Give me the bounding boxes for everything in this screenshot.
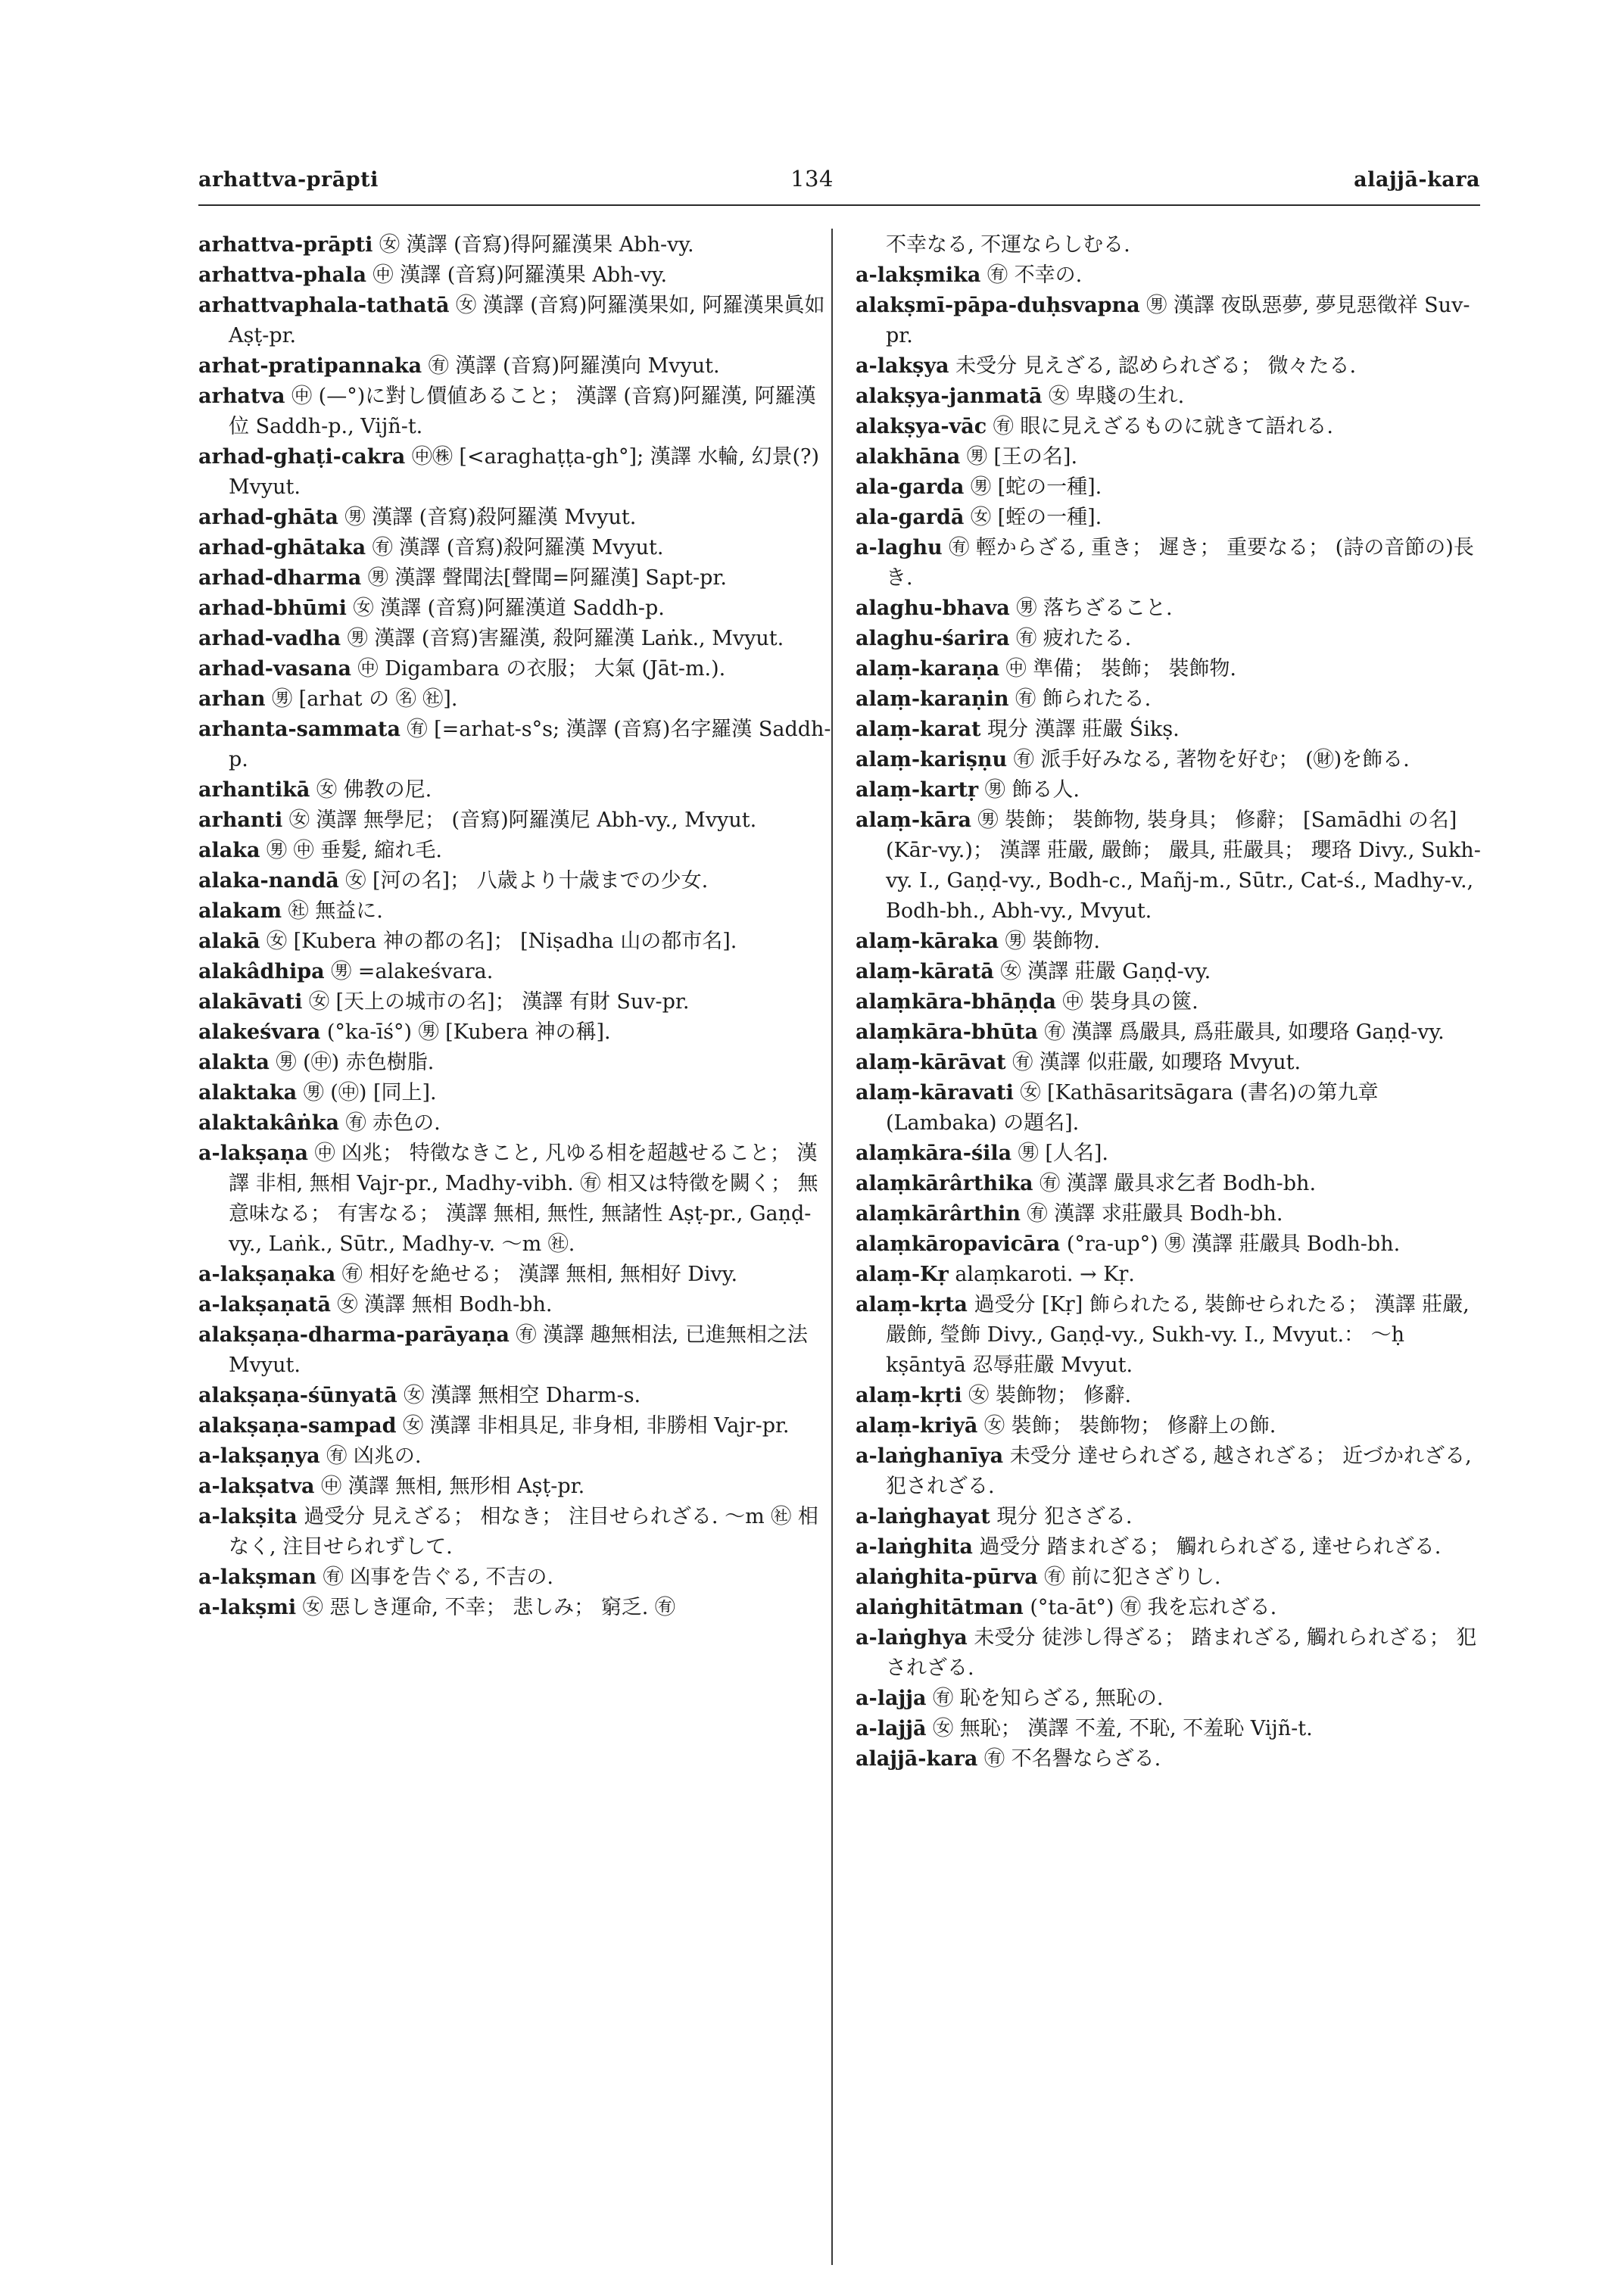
running-head-right: alajjā-kara [1354, 168, 1480, 192]
entry-headword: alaṃ-kāraka [856, 930, 999, 953]
entry-headword: alaṃkārârthin [856, 1202, 1021, 1226]
entry-definition: ㊚ 落ちざること. [1016, 597, 1173, 620]
entry-definition: ㊚ 裝飾； 裝飾物, 裝身具； 修辭； [Samādhi の名] (Kār-vy.)； 漢譯 莊嚴, 嚴飾； 嚴具, 莊嚴具； 瓔珞 Divy., Sukh-vy. I., Gaṇḍ-vy., Bodh-c., Mañj-m., Sūtr., Cat-ś., Madhy-v., Bodh-bh., Abh-vy., Mvyut. [886, 808, 1481, 923]
dictionary-entry [856, 987, 1488, 1017]
entry-headword: a-laghu [856, 536, 943, 559]
dictionary-entry [198, 927, 831, 957]
entry-definition: ㊚ =alakeśvara. [331, 960, 494, 983]
entry-headword: alakta [198, 1051, 270, 1074]
dictionary-entry [856, 382, 1488, 412]
column-divider [831, 229, 833, 2265]
entry-headword: alaṃkāropavicāra [856, 1232, 1061, 1256]
entry-definition: ㊒ 赤色の. [345, 1111, 441, 1135]
dictionary-entry [856, 1562, 1488, 1593]
entry-headword: a-lajja [856, 1687, 927, 1710]
dictionary-entry [198, 684, 831, 715]
dictionary-entry [198, 715, 831, 775]
entry-definition: (°ta-āt°) ㊒ 我を忘れざる. [1030, 1596, 1277, 1619]
entry-headword: arhad-ghāta [198, 506, 338, 529]
dictionary-entry [198, 1441, 831, 1472]
dictionary-entry [856, 1441, 1488, 1502]
entry-headword: alaṃ-kāravati [856, 1081, 1014, 1104]
dictionary-entry [856, 594, 1488, 624]
entry-definition: ㊛ 惡しき運命, 不幸； 悲しみ； 窮乏. ㊒ [302, 1596, 675, 1619]
dictionary-entry [856, 775, 1488, 805]
entry-headword: arhan [198, 687, 266, 711]
dictionary-entry [198, 654, 831, 684]
entry-definition: ㊥ 漢譯 無相, 無形相 Aṣṭ-pr. [321, 1475, 585, 1498]
entry-definition: 現分 犯さざる. [996, 1505, 1133, 1528]
entry-definition: ㊒ 相好を絶せる； 漢譯 無相, 無相好 Divy. [341, 1263, 738, 1286]
dictionary-entry [198, 1320, 831, 1381]
dictionary-entry [198, 1381, 831, 1411]
entry-definition: ㊚ 裝飾物. [1005, 930, 1100, 953]
entry-definition: ㊥ Digambara の衣服； 大氣 (Jāt-m.). [357, 657, 726, 681]
entry-definition: 現分 漢譯 莊嚴 Śikṣ. [987, 718, 1180, 741]
dictionary-entry [856, 533, 1488, 594]
entry-definition: ㊛ 漢譯 (音寫)阿羅漢果如, 阿羅漢果眞如 Aṣṭ-pr. [229, 294, 825, 347]
entry-definition: ㊒ 前に犯さざりし. [1044, 1566, 1221, 1589]
entry-headword: alaṃkāra-bhāṇḍa [856, 990, 1056, 1014]
dictionary-entry [856, 654, 1488, 684]
dictionary-entry [856, 1260, 1488, 1290]
entry-definition: ㊛ 漢譯 (音寫)得阿羅漢果 Abh-vy. [379, 233, 694, 257]
entry-headword: alaṃ-kāratā [856, 960, 994, 983]
dictionary-entry [856, 1684, 1488, 1714]
entry-definition: ㊛ 漢譯 無相空 Dharm-s. [404, 1384, 641, 1407]
dictionary-entry [198, 563, 831, 594]
entry-headword: arhad-vadha [198, 627, 341, 650]
entry-headword: arhantikā [198, 778, 310, 802]
dictionary-entry [198, 1139, 831, 1260]
dictionary-entry [198, 1472, 831, 1502]
entry-headword: alaṅghita-pūrva [856, 1566, 1038, 1589]
entry-headword: alaṃ-kartṛ [856, 778, 979, 802]
entry-headword: a-lakṣmika [856, 263, 981, 287]
entry-definition: 過受分 [Kṛ] 飾られたる, 裝飾せられたる； 漢譯 莊嚴, 嚴飾, 瑩飾 Divy., Gaṇḍ-vy., Sukh-vy. I., Mvyut.： ～ḥ kṣāntyā 忍辱莊嚴 Mvyut. [886, 1293, 1470, 1377]
dictionary-entry [856, 684, 1488, 715]
dictionary-entry [198, 1562, 831, 1593]
dictionary-entry [856, 291, 1488, 351]
dictionary-entry [856, 1381, 1488, 1411]
entry-headword: alaṃkāra-śila [856, 1142, 1012, 1165]
entry-definition: ㊚ (㊥) 赤色樹脂. [276, 1051, 435, 1074]
dictionary-entry [856, 957, 1488, 987]
entry-headword: a-lakṣaṇatā [198, 1293, 331, 1316]
dictionary-entry [198, 957, 831, 987]
entry-definition: ㊛ 裝飾； 裝飾物； 修辭上の飾. [984, 1414, 1276, 1438]
entry-definition: 不幸なる, 不運ならしむる. [886, 233, 1130, 257]
entry-definition: ㊒ 不名譽ならざる. [984, 1747, 1161, 1771]
dictionary-entry [856, 1169, 1488, 1199]
dictionary-entry [198, 230, 831, 260]
entry-headword: alakṣya-janmatā [856, 385, 1043, 408]
dictionary-entry [856, 1229, 1488, 1260]
dictionary-entry [198, 987, 831, 1017]
dictionary-entry [856, 503, 1488, 533]
entry-headword: alakam [198, 899, 282, 923]
entry-headword: arhad-vasana [198, 657, 351, 681]
entry-definition: ㊒ 漢譯 (音寫)殺阿羅漢 Mvyut. [372, 536, 664, 559]
entry-definition: ㊒ 疲れたる. [1016, 627, 1132, 650]
entry-definition: ㊛ 漢譯 無學尼； (音寫)阿羅漢尼 Abh-vy., Mvyut. [288, 808, 757, 832]
entry-headword: a-laṅghya [856, 1626, 968, 1650]
entry-definition: ㊛ 漢譯 (音寫)阿羅漢道 Saddh-p. [353, 597, 665, 620]
entry-headword: alakhāna [856, 445, 961, 469]
dictionary-entry [198, 1593, 831, 1623]
entry-definition: (°ka-īś°) ㊚ [Kubera 神の稱]. [326, 1020, 611, 1044]
page-number: 134 [790, 166, 834, 192]
entry-definition: 過受分 見えざる； 相なき； 注目せられざる. ～m ㊓ 相なく, 注目せられずして. [229, 1505, 818, 1559]
entry-headword: alaṃkārârthika [856, 1172, 1033, 1195]
entry-definition: ㊒ 漢譯 爲嚴具, 爲莊嚴具, 如瓔珞 Gaṇḍ-vy. [1044, 1020, 1445, 1044]
dictionary-entry [856, 1048, 1488, 1078]
entry-headword: alaṃ-kariṣṇu [856, 748, 1008, 771]
entry-definition: ㊛ 漢譯 無相 Bodh-bh. [337, 1293, 553, 1316]
entry-definition: ㊥㊑ [<araghaṭṭa-gh°]; 漢譯 水輪, 幻景(?) Mvyut. [229, 445, 820, 499]
dictionary-entry [856, 1714, 1488, 1744]
dictionary-entry [856, 412, 1488, 442]
entry-headword: arhad-dharma [198, 566, 362, 590]
entry-definition: ㊒ 輕からざる, 重き； 遲き； 重要なる； (詩の音節の)長き. [886, 536, 1474, 590]
dictionary-entry [198, 1260, 831, 1290]
dictionary-entry [198, 624, 831, 654]
entry-headword: alakāvati [198, 990, 303, 1014]
entry-definition: ㊛ [Kubera 神の都の名]； [Niṣadha 山の都市名]. [267, 930, 737, 953]
entry-definition: ㊒ 凶事を告ぐる, 不吉の. [323, 1566, 553, 1589]
entry-definition: ㊒ 不幸の. [987, 263, 1083, 287]
dictionary-entry [198, 503, 831, 533]
dictionary-entry [198, 775, 831, 805]
entry-definition: ㊒ 漢譯 趣無相法, 已進無相之法 Mvyut. [229, 1323, 808, 1377]
entry-definition: ㊒ 凶兆の. [326, 1444, 422, 1468]
entry-headword: a-lakṣaṇaka [198, 1263, 336, 1286]
entry-definition: ㊓ 無益に. [288, 899, 383, 923]
entry-headword: a-lakṣita [198, 1505, 298, 1528]
entry-headword: arhanta-sammata [198, 718, 401, 741]
entry-headword: alaṃ-kriyā [856, 1414, 978, 1438]
entry-definition: ㊥ 準備； 裝飾； 裝飾物. [1005, 657, 1237, 681]
entry-headword: a-lajjā [856, 1717, 927, 1740]
entry-headword: alakṣaṇa-sampad [198, 1414, 397, 1438]
entry-definition: 未受分 達せられざる, 越されざる； 近づかれざる, 犯されざる. [886, 1444, 1472, 1498]
entry-definition: ㊒ 恥を知らざる, 無恥の. [933, 1687, 1164, 1710]
entry-definition: ㊛ [河の名]； 八歳より十歳までの少女. [345, 869, 709, 893]
entry-definition: ㊚ [arhat の ㊔ ㊓]. [272, 687, 458, 711]
entry-headword: arhattva-phala [198, 263, 366, 287]
entry-headword: alaka [198, 839, 260, 862]
dictionary-entry [198, 1017, 831, 1048]
entry-definition: ㊒ 漢譯 求莊嚴具 Bodh-bh. [1027, 1202, 1283, 1226]
entry-headword: a-lakṣmi [198, 1596, 297, 1619]
dictionary-entry [198, 1411, 831, 1441]
entry-definition: ㊛ 漢譯 莊嚴 Gaṇḍ-vy. [1000, 960, 1211, 983]
entry-definition: ㊒ 飾られたる. [1015, 687, 1152, 711]
dictionary-entry [198, 291, 831, 351]
entry-definition: 過受分 踏まれざる； 觸れられざる, 達せられざる. [979, 1535, 1442, 1559]
dictionary-entry [198, 896, 831, 927]
entry-definition: ㊚ 漢譯 (音寫)殺阿羅漢 Mvyut. [344, 506, 637, 529]
entry-headword: a-lakṣaṇa [198, 1142, 308, 1165]
entry-definition: ㊚ ㊥ 垂髮, 縮れ毛. [267, 839, 442, 862]
entry-definition: ㊚ [王の名]. [966, 445, 1078, 469]
dictionary-entry [198, 805, 831, 836]
entry-headword: alakṣya-vāc [856, 415, 987, 438]
entry-definition: ㊚ 漢譯 (音寫)害羅漢, 殺阿羅漢 Laṅk., Mvyut. [347, 627, 784, 650]
entry-headword: arhanti [198, 808, 283, 832]
dictionary-entry [856, 624, 1488, 654]
entry-headword: ala-gardā [856, 506, 965, 529]
entry-headword: alaṃ-kāra [856, 808, 971, 832]
dictionary-entry [856, 472, 1488, 503]
entry-headword: alajjā-kara [856, 1747, 978, 1771]
dictionary-entry [198, 382, 831, 442]
entry-headword: alaktakâṅka [198, 1111, 339, 1135]
entry-definition: ㊒ [=arhat-s°s; 漢譯 (音寫)名字羅漢 Saddh-p. [229, 718, 831, 771]
entry-headword: a-laṅghanīya [856, 1444, 1004, 1468]
entry-headword: a-lakṣatva [198, 1475, 315, 1498]
entry-headword: arhattva-prāpti [198, 233, 373, 257]
entry-headword: arhat-pratipannaka [198, 354, 422, 378]
entry-headword: alaṃ-karaṇin [856, 687, 1009, 711]
dictionary-entry [198, 442, 831, 503]
entry-definition: alaṃkaroti. → Kṛ. [955, 1263, 1135, 1286]
entry-headword: alakṣaṇa-dharma-parāyaṇa [198, 1323, 510, 1347]
entry-definition: ㊥ (—°)に對し價値あること； 漢譯 (音寫)阿羅漢, 阿羅漢位 Saddh-p., Vijñ-t. [229, 385, 816, 438]
entry-headword: a-lakṣman [198, 1566, 317, 1589]
dictionary-entry [856, 1623, 1488, 1684]
entry-definition: ㊚ [人名]. [1018, 1142, 1108, 1165]
dictionary-entry [856, 1411, 1488, 1441]
dictionary-entry [198, 1502, 831, 1562]
dictionary-entry [856, 442, 1488, 472]
entry-headword: alakeśvara [198, 1020, 321, 1044]
entry-headword: alakā [198, 930, 260, 953]
entry-definition: (°ra-up°) ㊚ 漢譯 莊嚴具 Bodh-bh. [1066, 1232, 1401, 1256]
entry-definition: ㊚ 飾る人. [984, 778, 1080, 802]
entry-headword: arhad-ghaṭi-cakra [198, 445, 406, 469]
entry-headword: alakṣmī-pāpa-duḥsvapna [856, 294, 1140, 317]
dictionary-entry [198, 533, 831, 563]
dictionary-entry [856, 1139, 1488, 1169]
dictionary-entry [198, 866, 831, 896]
entry-headword: arhatva [198, 385, 285, 408]
entry-headword: alaka-nandā [198, 869, 339, 893]
entry-definition: ㊒ 漢譯 (音寫)阿羅漢向 Mvyut. [428, 354, 720, 378]
entry-headword: alaṃ-karat [856, 718, 981, 741]
entry-headword: alakṣaṇa-śūnyatā [198, 1384, 397, 1407]
entry-definition: 未受分 見えざる, 認められざる； 微々たる. [955, 354, 1357, 378]
dictionary-entry [856, 1502, 1488, 1532]
entry-headword: alaṃ-kṛta [856, 1293, 968, 1316]
entry-definition: ㊒ 漢譯 似莊嚴, 如瓔珞 Mvyut. [1012, 1051, 1301, 1074]
entry-headword: alaṃ-kārāvat [856, 1051, 1006, 1074]
dictionary-entry [856, 1017, 1488, 1048]
entry-headword: alaṃ-kṛti [856, 1384, 962, 1407]
dictionary-entry [856, 1290, 1488, 1381]
entry-definition: ㊚ [蛇の一種]. [971, 475, 1102, 499]
entry-definition: ㊛ [Kathāsaritsāgara (書名)の第九章 (Lambaka) の題名]. [886, 1081, 1379, 1135]
dictionary-entry [198, 594, 831, 624]
dictionary-entry [198, 1108, 831, 1139]
entry-headword: a-laṅghita [856, 1535, 973, 1559]
entry-definition: ㊛ 漢譯 非相具足, 非身相, 非勝相 Vajr-pr. [403, 1414, 790, 1438]
dictionary-entry [198, 836, 831, 866]
right-column [856, 230, 1488, 1774]
entry-headword: alaṃkāra-bhūta [856, 1020, 1039, 1044]
dictionary-entry [856, 805, 1488, 927]
dictionary-entry [856, 1593, 1488, 1623]
entry-headword: ala-garda [856, 475, 965, 499]
dictionary-entry [856, 230, 1488, 260]
dictionary-entry [856, 1532, 1488, 1562]
entry-headword: arhattvaphala-tathatā [198, 294, 450, 317]
dictionary-entry [856, 1078, 1488, 1139]
dictionary-entry [856, 260, 1488, 291]
dictionary-entry [198, 351, 831, 382]
entry-definition: ㊛ 佛教の尼. [316, 778, 432, 802]
entry-headword: a-lakṣaṇya [198, 1444, 320, 1468]
entry-headword: alaṅghitātman [856, 1596, 1024, 1619]
entry-definition: ㊛ [蛭の一種]. [971, 506, 1102, 529]
entry-definition: ㊚ (㊥) [同上]. [303, 1081, 437, 1104]
entry-definition: ㊥ 凶兆； 特徵なきこと, 凡ゆる相を超越せること； 漢譯 非相, 無相 Vajr-pr., Madhy-vibh. ㊒ 相又は特徵を闕く； 無意味なる； 有害なる； 漢譯 無相, 無性, 無諸性 Aṣṭ-pr., Gaṇḍ-vy., Laṅk., Sūtr., Madhy-v. ～m ㊓. [229, 1142, 818, 1256]
dictionary-entry [198, 1048, 831, 1078]
entry-definition: ㊒ 漢譯 嚴具求乞者 Bodh-bh. [1040, 1172, 1317, 1195]
entry-headword: alaṃ-Kṛ [856, 1263, 949, 1286]
entry-definition: ㊥ 裝身具の篋. [1062, 990, 1199, 1014]
entry-definition: 未受分 徒渉し得ざる； 踏まれざる, 觸れられざる； 犯されざる. [886, 1626, 1477, 1680]
entry-headword: alaktaka [198, 1081, 298, 1104]
dictionary-entry [198, 1290, 831, 1320]
entry-definition: ㊥ 漢譯 (音寫)阿羅漢果 Abh-vy. [372, 263, 668, 287]
entry-definition: ㊛ 卑賤の生れ. [1049, 385, 1185, 408]
dictionary-entry [856, 1744, 1488, 1774]
entry-headword: alaghu-bhava [856, 597, 1010, 620]
entry-definition: ㊛ [天上の城市の名]； 漢譯 有財 Suv-pr. [308, 990, 690, 1014]
running-head-left: arhattva-prāpti [198, 168, 379, 192]
entry-headword: a-laṅghayat [856, 1505, 990, 1528]
header-rule [198, 204, 1480, 206]
dictionary-entry [198, 260, 831, 291]
left-column [198, 230, 831, 1623]
dictionary-entry [856, 715, 1488, 745]
dictionary-entry [856, 1199, 1488, 1229]
dictionary-entry [856, 351, 1488, 382]
entry-definition: ㊛ 無恥； 漢譯 不羞, 不恥, 不羞恥 Vijñ-t. [933, 1717, 1313, 1740]
entry-headword: alakâdhipa [198, 960, 325, 983]
entry-headword: arhad-ghātaka [198, 536, 366, 559]
entry-headword: alaghu-śarira [856, 627, 1010, 650]
entry-headword: alaṃ-karaṇa [856, 657, 1000, 681]
entry-definition: ㊚ 漢譯 聲聞法[聲聞=阿羅漢] Sapt-pr. [367, 566, 727, 590]
entry-headword: arhad-bhūmi [198, 597, 347, 620]
entry-definition: ㊒ 眼に見えざるものに就きて語れる. [993, 415, 1333, 438]
entry-headword: a-lakṣya [856, 354, 949, 378]
dictionary-entry [198, 1078, 831, 1108]
dictionary-entry [856, 745, 1488, 775]
dictionary-entry [856, 927, 1488, 957]
entry-definition: ㊚ 漢譯 夜臥惡夢, 夢見惡徵祥 Suv-pr. [886, 294, 1470, 347]
entry-definition: ㊛ 裝飾物； 修辭. [968, 1384, 1132, 1407]
entry-definition: ㊒ 派手好みなる, 著物を好む； (㊖)を飾る. [1013, 748, 1410, 771]
